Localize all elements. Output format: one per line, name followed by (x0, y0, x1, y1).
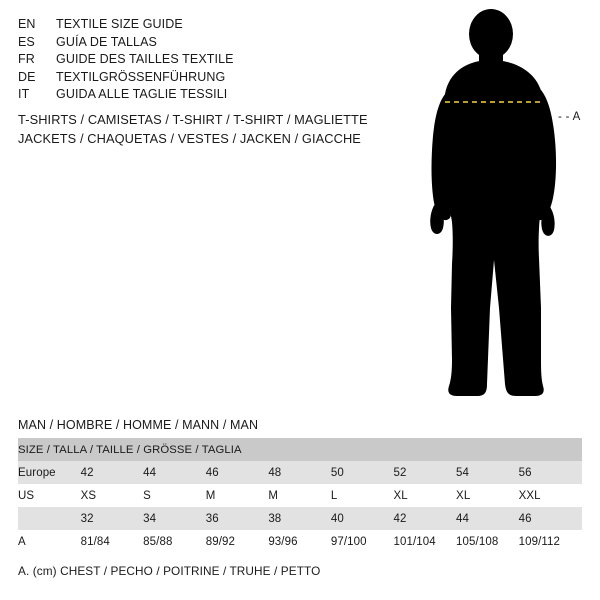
language-code: DE (18, 69, 36, 84)
cell: 52 (393, 461, 456, 484)
cell: M (206, 484, 269, 507)
language-text: GUIDA ALLE TAGLIE TESSILI (56, 87, 228, 101)
language-row (18, 34, 348, 52)
cell: 85/88 (143, 530, 206, 553)
silhouette-icon (395, 8, 595, 408)
category-line-tshirts: T-SHIRTS / CAMISETAS / T-SHIRT / T-SHIRT / MAGLIETTE (18, 112, 368, 127)
language-code: IT (18, 87, 30, 101)
row-label (18, 507, 81, 530)
cell: 54 (456, 461, 519, 484)
cell: 81/84 (81, 530, 144, 553)
body-silhouette-figure (395, 8, 595, 408)
row-label: US (18, 484, 81, 507)
cell: XXL (519, 484, 582, 507)
category-line-jackets: JACKETS / CHAQUETAS / VESTES / JACKEN / GIACCHE (18, 131, 361, 146)
category-list (18, 110, 438, 148)
cell: 34 (143, 507, 206, 530)
table-row (18, 530, 582, 553)
language-row (18, 16, 348, 34)
table-footnote: A. (cm) CHEST / PECHO / POITRINE / TRUHE / PETTO (18, 564, 321, 578)
cell: 56 (519, 461, 582, 484)
table-row (18, 461, 582, 484)
cell: 89/92 (206, 530, 269, 553)
language-code: EN (18, 17, 36, 31)
measure-label-a: - - A (558, 111, 581, 123)
language-text: TEXTILE SIZE GUIDE (56, 17, 183, 31)
cell: XL (456, 484, 519, 507)
cell: 97/100 (331, 530, 394, 553)
cell: 32 (81, 507, 144, 530)
language-text: GUIDE DES TAILLES TEXTILE (56, 52, 234, 66)
language-row (18, 69, 348, 87)
language-row (18, 86, 348, 104)
cell: L (331, 484, 394, 507)
language-list (18, 16, 348, 104)
cell: 50 (331, 461, 394, 484)
cell: 38 (268, 507, 331, 530)
cell: 46 (206, 461, 269, 484)
row-label: A (18, 530, 81, 553)
table-group-title: MAN / HOMBRE / HOMME / MANN / MAN (18, 418, 259, 432)
cell: 101/104 (393, 530, 456, 553)
cell: 36 (206, 507, 269, 530)
cell: 105/108 (456, 530, 519, 553)
language-text: TEXTILGRÖSSENFÜHRUNG (56, 69, 226, 84)
cell: 42 (81, 461, 144, 484)
language-code: ES (18, 34, 35, 49)
language-row (18, 51, 348, 69)
cell: 46 (519, 507, 582, 530)
cell: S (143, 484, 206, 507)
cell: XL (393, 484, 456, 507)
cell: 42 (393, 507, 456, 530)
cell: 40 (331, 507, 394, 530)
cell: 44 (143, 461, 206, 484)
table-row (18, 507, 582, 530)
table-row (18, 484, 582, 507)
cell: 44 (456, 507, 519, 530)
size-table-area (18, 418, 582, 578)
language-text: GUÍA DE TALLAS (56, 34, 157, 49)
cell: 48 (268, 461, 331, 484)
table-header-row (18, 438, 582, 461)
language-code: FR (18, 52, 35, 66)
cell: 93/96 (268, 530, 331, 553)
cell: M (268, 484, 331, 507)
table-header-label: SIZE / TALLA / TAILLE / GRÖSSE / TAGLIA (18, 438, 582, 461)
size-table (18, 438, 582, 553)
row-label: Europe (18, 461, 81, 484)
cell: 109/112 (519, 530, 582, 553)
cell: XS (81, 484, 144, 507)
